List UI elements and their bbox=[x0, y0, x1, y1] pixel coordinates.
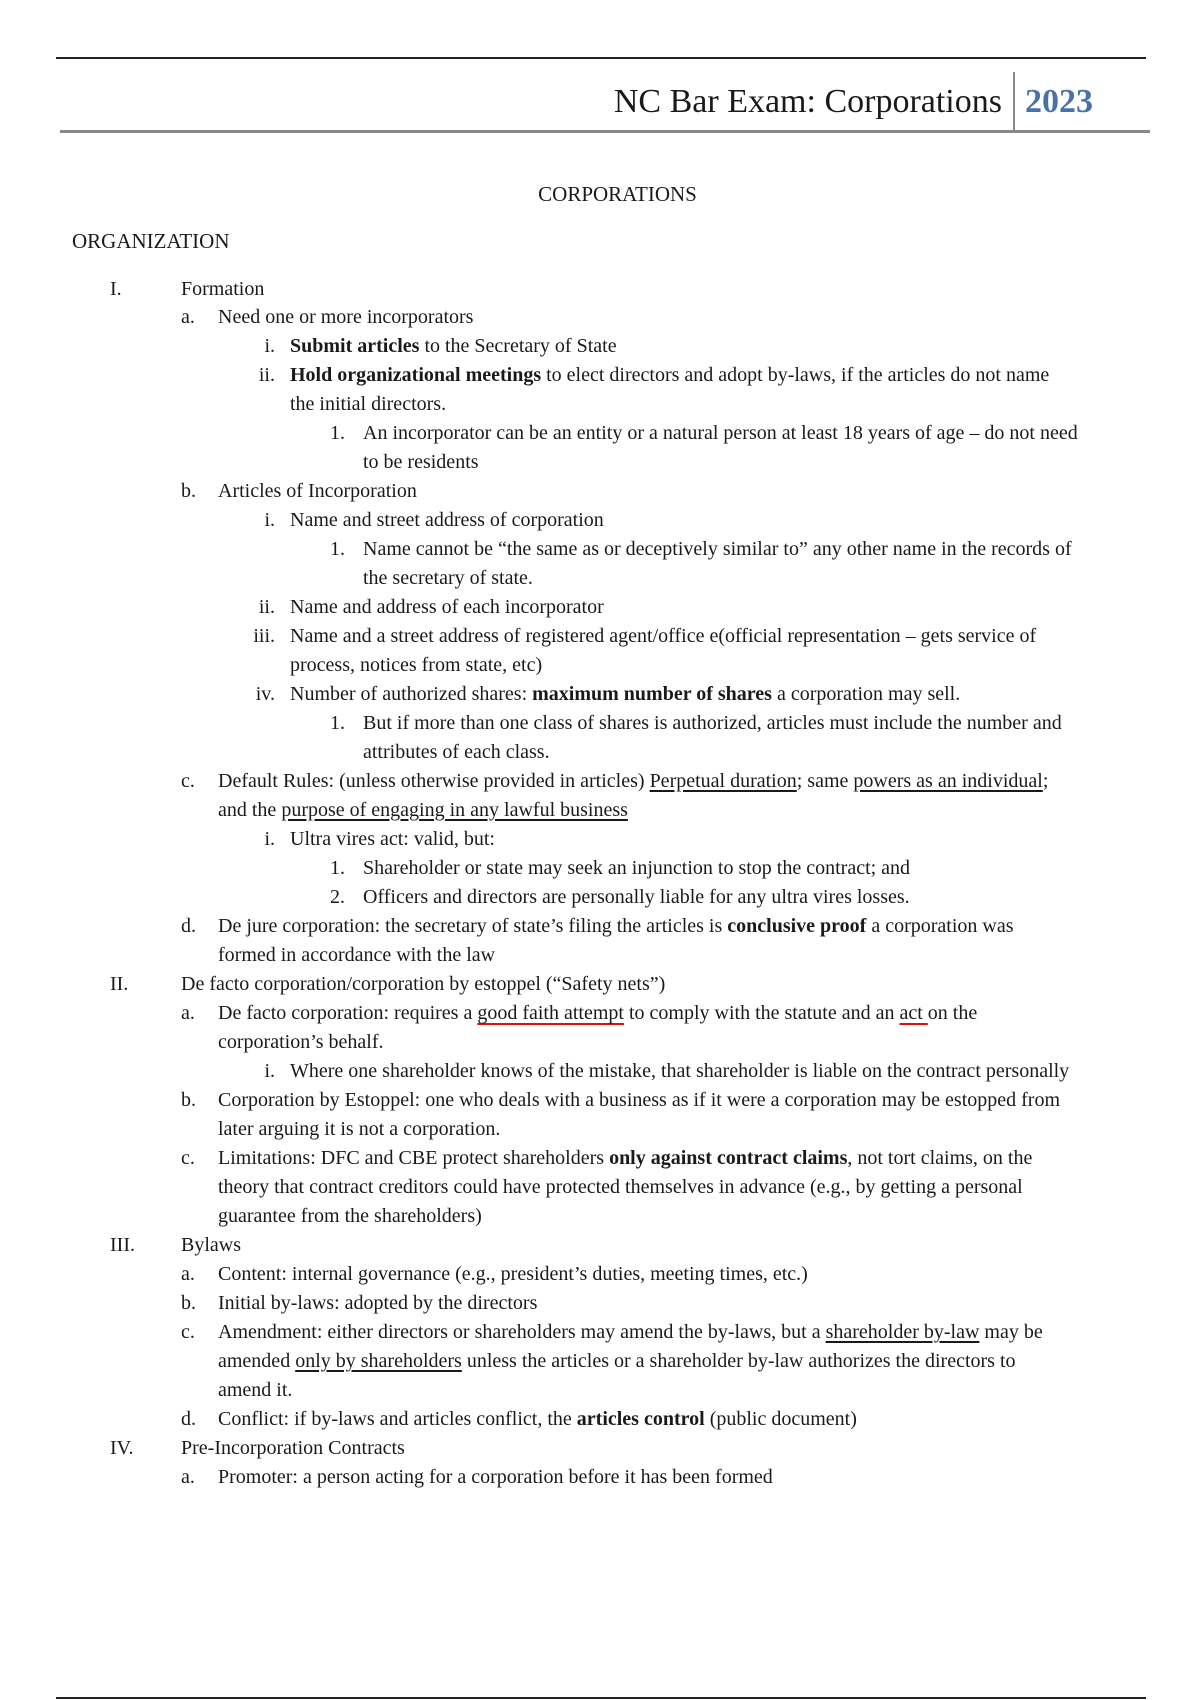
outline-text: attributes of each class. bbox=[363, 741, 550, 763]
outline-marker: c. bbox=[181, 770, 195, 792]
outline-line bbox=[363, 854, 910, 883]
outline-line bbox=[218, 1463, 773, 1492]
outline-marker: I. bbox=[110, 278, 122, 300]
outline-text: act bbox=[899, 1002, 928, 1024]
outline-marker: d. bbox=[181, 1408, 196, 1430]
outline-line bbox=[181, 275, 264, 304]
outline-line bbox=[363, 709, 1062, 738]
outline-marker: 1. bbox=[330, 538, 345, 560]
outline-marker: iii. bbox=[253, 625, 275, 647]
outline-text: Initial by-laws: adopted by the directors bbox=[218, 1292, 538, 1314]
outline-text: Name and a street address of registered agent/office e(official representation – gets service of bbox=[290, 625, 1037, 647]
bottom-rule bbox=[56, 1697, 1146, 1699]
outline-line bbox=[218, 999, 977, 1028]
outline-text: the secretary of state. bbox=[363, 567, 533, 589]
outline-line bbox=[363, 738, 550, 767]
outline-marker: c. bbox=[181, 1321, 195, 1343]
outline-text: , not tort claims, on the bbox=[847, 1147, 1033, 1169]
outline-line bbox=[218, 1086, 1060, 1115]
outline-text: De jure corporation: the secretary of state’s filing the articles is bbox=[218, 915, 728, 937]
outline-text: Submit articles bbox=[290, 335, 420, 357]
outline-text: (public document) bbox=[704, 1408, 857, 1430]
outline-line bbox=[363, 883, 910, 912]
outline-text: Where one shareholder knows of the mistake, that shareholder is liable on the contract personally bbox=[290, 1060, 1070, 1082]
outline-marker: b. bbox=[181, 1089, 196, 1111]
header-year: 2023 bbox=[1025, 83, 1093, 120]
outline-text: and the bbox=[218, 799, 282, 821]
outline-text: theory that contract creditors could have protected themselves in advance (e.g., by getting a personal bbox=[218, 1176, 1023, 1198]
outline-text: ; same bbox=[796, 770, 854, 792]
outline-line bbox=[218, 1318, 1043, 1347]
outline-text: conclusive proof bbox=[727, 915, 867, 937]
header-title: NC Bar Exam: Corporations bbox=[613, 83, 1002, 120]
outline-text: Default Rules: (unless otherwise provided in articles) bbox=[218, 770, 650, 792]
outline-line bbox=[363, 535, 1072, 564]
outline-marker: a. bbox=[181, 1002, 195, 1024]
outline-marker: i. bbox=[264, 509, 275, 531]
outline-text: good faith attempt bbox=[477, 1002, 624, 1024]
outline-line bbox=[218, 1173, 1023, 1202]
outline-marker: c. bbox=[181, 1147, 195, 1169]
outline-text: to elect directors and adopt by-laws, if the articles do not name bbox=[541, 364, 1050, 386]
outline-text: a corporation was bbox=[866, 915, 1014, 937]
outline-marker: iv. bbox=[255, 683, 275, 705]
outline-line bbox=[290, 680, 960, 709]
outline-line bbox=[218, 1028, 384, 1057]
outline-line bbox=[290, 593, 604, 622]
outline-line bbox=[218, 303, 473, 332]
outline-marker: b. bbox=[181, 480, 196, 502]
outline-text: Formation bbox=[181, 278, 265, 300]
outline-line bbox=[363, 448, 479, 477]
outline-marker: i. bbox=[264, 1060, 275, 1082]
outline-line bbox=[290, 825, 495, 854]
outline-marker: d. bbox=[181, 915, 196, 937]
outline-text: shareholder by-law bbox=[825, 1321, 980, 1343]
outline-text: later arguing it is not a corporation. bbox=[218, 1118, 501, 1140]
outline-line bbox=[181, 970, 665, 999]
outline-line bbox=[290, 506, 604, 535]
outline-text: to comply with the statute and an bbox=[623, 1002, 900, 1024]
top-rule bbox=[56, 57, 1146, 59]
outline-text: only by shareholders bbox=[295, 1350, 462, 1372]
outline-marker: 1. bbox=[330, 422, 345, 444]
outline-text: Perpetual duration bbox=[649, 770, 797, 792]
outline-marker: b. bbox=[181, 1292, 196, 1314]
section-heading: ORGANIZATION bbox=[72, 229, 230, 253]
outline-text: Conflict: if by-laws and articles conflict, the bbox=[218, 1408, 577, 1430]
outline-text: De facto corporation/corporation by estoppel (“Safety nets”) bbox=[181, 973, 666, 995]
outline-line bbox=[218, 1405, 857, 1434]
outline-text: process, notices from state, etc) bbox=[290, 654, 543, 676]
outline-text: Promoter: a person acting for a corporation before it has been formed bbox=[218, 1466, 773, 1488]
outline-text: ; bbox=[1042, 770, 1049, 792]
outline-line bbox=[218, 1144, 1032, 1173]
header-separator bbox=[1013, 72, 1015, 130]
outline-text: Bylaws bbox=[181, 1234, 241, 1256]
outline-marker: 1. bbox=[330, 857, 345, 879]
outline-text: Articles of Incorporation bbox=[218, 480, 417, 502]
outline-text: corporation’s behalf. bbox=[218, 1031, 384, 1053]
outline-line bbox=[218, 767, 1048, 796]
outline-text: maximum number of shares bbox=[532, 683, 772, 705]
outline-marker: a. bbox=[181, 1466, 195, 1488]
outline-line bbox=[181, 1434, 405, 1463]
outline-text: Need one or more incorporators bbox=[218, 306, 474, 328]
outline-text: Limitations: DFC and CBE protect shareholders bbox=[218, 1147, 610, 1169]
outline-text: only against contract claims bbox=[609, 1147, 848, 1169]
outline-text: Shareholder or state may seek an injunction to stop the contract; and bbox=[363, 857, 911, 879]
outline-text: Name cannot be “the same as or deceptively similar to” any other name in the records of bbox=[363, 538, 1072, 560]
outline-line bbox=[290, 361, 1049, 390]
outline-text: Corporation by Estoppel: one who deals with a business as if it were a corporation may be estopped from bbox=[218, 1089, 1061, 1111]
outline-line bbox=[290, 390, 446, 419]
outline-text: powers as an individual bbox=[853, 770, 1043, 792]
outline-marker: ii. bbox=[258, 596, 275, 618]
outline-line bbox=[218, 912, 1014, 941]
outline-text: Ultra vires act: valid, but: bbox=[290, 828, 495, 850]
outline-text: Name and address of each incorporator bbox=[290, 596, 604, 618]
outline-text: purpose of engaging in any lawful business bbox=[281, 799, 628, 821]
outline-text: Hold organizational meetings bbox=[290, 364, 542, 386]
outline-text: Officers and directors are personally liable for any ultra vires losses. bbox=[363, 886, 910, 908]
outline-text: may be bbox=[979, 1321, 1043, 1343]
outline-text: unless the articles or a shareholder by-law authorizes the directors to bbox=[461, 1350, 1016, 1372]
outline-text: De facto corporation: requires a bbox=[218, 1002, 478, 1024]
outline-text: formed in accordance with the law bbox=[218, 944, 496, 966]
outline-text: the initial directors. bbox=[290, 393, 447, 415]
outline-line bbox=[290, 1057, 1069, 1086]
outline-marker: ii. bbox=[258, 364, 275, 386]
outline-text: Name and street address of corporation bbox=[290, 509, 604, 531]
outline-text: Content: internal governance (e.g., president’s duties, meeting times, etc.) bbox=[218, 1263, 808, 1285]
outline-line bbox=[290, 332, 617, 361]
outline-text: guarantee from the shareholders) bbox=[218, 1205, 482, 1227]
outline-text: An incorporator can be an entity or a natural person at least 18 years of age – do not need bbox=[363, 422, 1078, 444]
outline-line bbox=[218, 796, 628, 825]
outline-line bbox=[290, 651, 542, 680]
outline-line bbox=[218, 1202, 482, 1231]
outline-text: amended bbox=[218, 1350, 296, 1372]
outline-line bbox=[218, 1260, 808, 1289]
outline-text: But if more than one class of shares is authorized, articles must include the number and bbox=[363, 712, 1062, 734]
outline-line bbox=[181, 1231, 241, 1260]
outline-line bbox=[363, 564, 533, 593]
outline-marker: a. bbox=[181, 306, 195, 328]
outline-marker: 1. bbox=[330, 712, 345, 734]
outline-marker: a. bbox=[181, 1263, 195, 1285]
outline-text: Pre-Incorporation Contracts bbox=[181, 1437, 405, 1459]
outline-line bbox=[363, 419, 1078, 448]
outline-text: amend it. bbox=[218, 1379, 293, 1401]
outline-text: Amendment: either directors or shareholders may amend the by-laws, but a bbox=[218, 1321, 826, 1343]
outline-marker: III. bbox=[110, 1234, 135, 1256]
outline-line bbox=[290, 622, 1036, 651]
outline-line bbox=[218, 477, 417, 506]
outline-line bbox=[218, 1376, 292, 1405]
outline-marker: i. bbox=[264, 335, 275, 357]
outline-marker: i. bbox=[264, 828, 275, 850]
outline-marker: IV. bbox=[110, 1437, 134, 1459]
outline-text: to be residents bbox=[363, 451, 479, 473]
outline-text: articles control bbox=[576, 1408, 705, 1430]
outline-line bbox=[218, 1115, 500, 1144]
outline-text: on the bbox=[927, 1002, 978, 1024]
outline-text: a corporation may sell. bbox=[771, 683, 961, 705]
outline-text: Number of authorized shares: bbox=[290, 683, 533, 705]
outline-marker: 2. bbox=[330, 886, 345, 908]
document-title: CORPORATIONS bbox=[538, 182, 697, 206]
outline-line bbox=[218, 1289, 537, 1318]
outline-line bbox=[218, 1347, 1016, 1376]
outline-line bbox=[218, 941, 495, 970]
outline-text: to the Secretary of State bbox=[419, 335, 617, 357]
header-rule bbox=[60, 130, 1150, 133]
outline-marker: II. bbox=[110, 973, 129, 995]
